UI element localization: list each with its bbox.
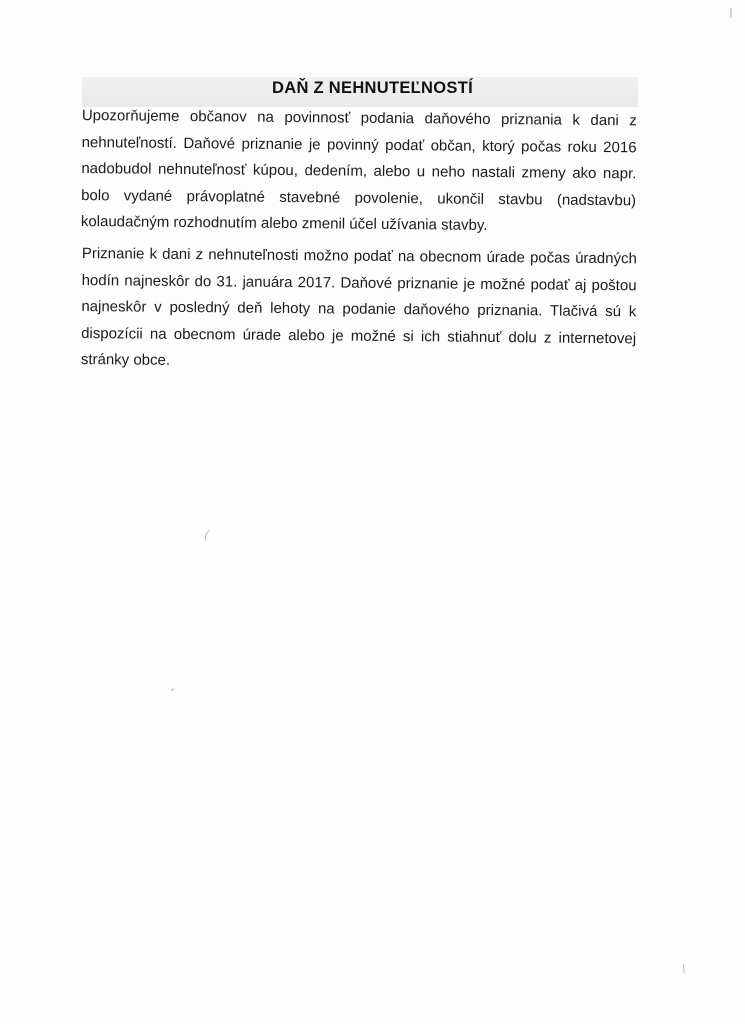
scan-artifact [730, 8, 732, 18]
document-title: DAŇ Z NEHNUTEĽNOSTÍ [272, 79, 473, 97]
scan-speck: \ [680, 961, 687, 977]
paragraph-filing-deadline: Priznanie k dani z nehnuteľnosti možno podať na obecnom úrade počas úradných hodín najneskôr do 31. januára 2017. Daňové priznanie je možné podať aj poštou najneskôr v posledný deň lehoty na podanie daňového priznania. Tlačivá sú k dispozícii na obecnom úrade alebo je možné si ich stiahnuť dolu z internetovej stránky obce. [80, 244, 637, 369]
scan-speck: ( [202, 526, 212, 542]
scan-speck: - [165, 682, 179, 696]
paragraph-filing-obligation: Upozorňujeme občanov na povinnosť podania daňového priznania k dani z nehnuteľností. Daňové priznanie je povinný podať občan, ktorý počas roku 2016 nadobudol nehnuteľnosť kúpou, dedením, alebo u neho nastali zmeny ako napr. bolo vydané právoplatné stavebné povolenie, ukončil stavbu (nadstavbu) kolaudačným rozhodnutím alebo zmenil účel užívania stavby. [80, 106, 637, 234]
